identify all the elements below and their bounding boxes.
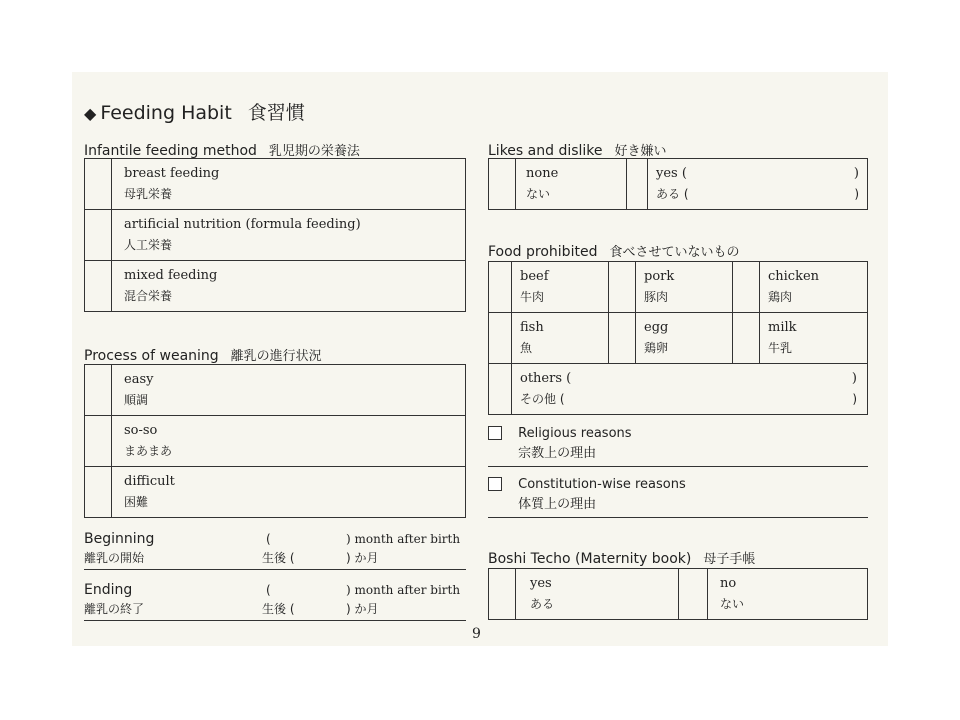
check-beef[interactable] <box>489 262 512 313</box>
option-easy: easy 順調 <box>112 365 466 416</box>
religious-checkbox[interactable] <box>488 426 502 440</box>
beginning-label: Beginning 離乳の開始 <box>84 531 155 565</box>
likes-table <box>488 158 868 210</box>
option-others: others ( ) その他 ( ) <box>512 364 868 415</box>
constitution-underline <box>488 517 868 518</box>
option-boshi-yes: yes ある <box>516 569 679 620</box>
religious-underline <box>488 466 868 467</box>
infantile-check-mixed[interactable] <box>85 261 112 312</box>
boshi-check-yes[interactable] <box>489 569 516 620</box>
option-fish: fish 魚 <box>512 313 609 364</box>
prohibited-heading: Food prohibited 食べさせていないもの <box>488 244 740 260</box>
option-pork: pork 豚肉 <box>636 262 733 313</box>
option-boshi-no: no ない <box>708 569 868 620</box>
likes-check-yes[interactable] <box>627 159 648 210</box>
religious-reasons: Religious reasons 宗教上の理由 <box>488 424 632 464</box>
prohibited-table <box>488 261 868 415</box>
option-breast-feeding: breast feeding 母乳栄養 <box>112 159 466 210</box>
infantile-check-breast[interactable] <box>85 159 112 210</box>
option-none: none ない <box>516 159 627 210</box>
boshi-heading: Boshi Techo (Maternity book) 母子手帳 <box>488 551 756 567</box>
infantile-heading: Infantile feeding method 乳児期の栄養法 <box>84 143 360 159</box>
likes-heading: Likes and dislike 好き嫌い <box>488 143 667 159</box>
option-artificial-nutrition: artificial nutrition (formula feeding) 人工栄養 <box>112 210 466 261</box>
weaning-heading: Process of weaning 離乳の進行状況 <box>84 348 322 364</box>
page-title <box>84 98 305 125</box>
weaning-check-easy[interactable] <box>85 365 112 416</box>
option-so-so: so-so まあまあ <box>112 416 466 467</box>
title-jp: 食習慣 <box>247 102 305 124</box>
boshi-table <box>488 568 868 620</box>
constitution-checkbox[interactable] <box>488 477 502 491</box>
check-milk[interactable] <box>733 313 760 364</box>
booklet-page <box>72 72 888 646</box>
beginning-unit: ) month after birth ) か月 <box>346 532 461 565</box>
beginning-underline <box>84 569 466 570</box>
constitution-reasons: Constitution-wise reasons 体質上の理由 <box>488 475 686 515</box>
diamond-icon: ◆ <box>84 104 97 123</box>
check-others[interactable] <box>489 364 512 415</box>
option-yes: yes ( ) ある ( ) <box>648 159 868 210</box>
check-egg[interactable] <box>609 313 636 364</box>
check-chicken[interactable] <box>733 262 760 313</box>
infantile-check-artificial[interactable] <box>85 210 112 261</box>
option-difficult: difficult 困難 <box>112 467 466 518</box>
page-number: 9 <box>472 626 481 642</box>
option-chicken: chicken 鶏肉 <box>760 262 868 313</box>
ending-underline <box>84 620 466 621</box>
ending-unit: ) month after birth ) か月 <box>346 583 461 616</box>
option-mixed-feeding: mixed feeding 混合栄養 <box>112 261 466 312</box>
option-beef: beef 牛肉 <box>512 262 609 313</box>
check-pork[interactable] <box>609 262 636 313</box>
check-fish[interactable] <box>489 313 512 364</box>
weaning-table <box>84 364 466 518</box>
title-en: Feeding Habit <box>100 102 232 124</box>
boshi-check-no[interactable] <box>679 569 708 620</box>
ending-label: Ending 離乳の終了 <box>84 582 145 616</box>
weaning-check-difficult[interactable] <box>85 467 112 518</box>
weaning-check-soso[interactable] <box>85 416 112 467</box>
option-egg: egg 鶏卵 <box>636 313 733 364</box>
likes-check-none[interactable] <box>489 159 516 210</box>
option-milk: milk 牛乳 <box>760 313 868 364</box>
ending-paren[interactable]: ( 生後 ( <box>262 583 295 616</box>
infantile-table <box>84 158 466 312</box>
beginning-paren[interactable]: ( 生後 ( <box>262 532 295 565</box>
